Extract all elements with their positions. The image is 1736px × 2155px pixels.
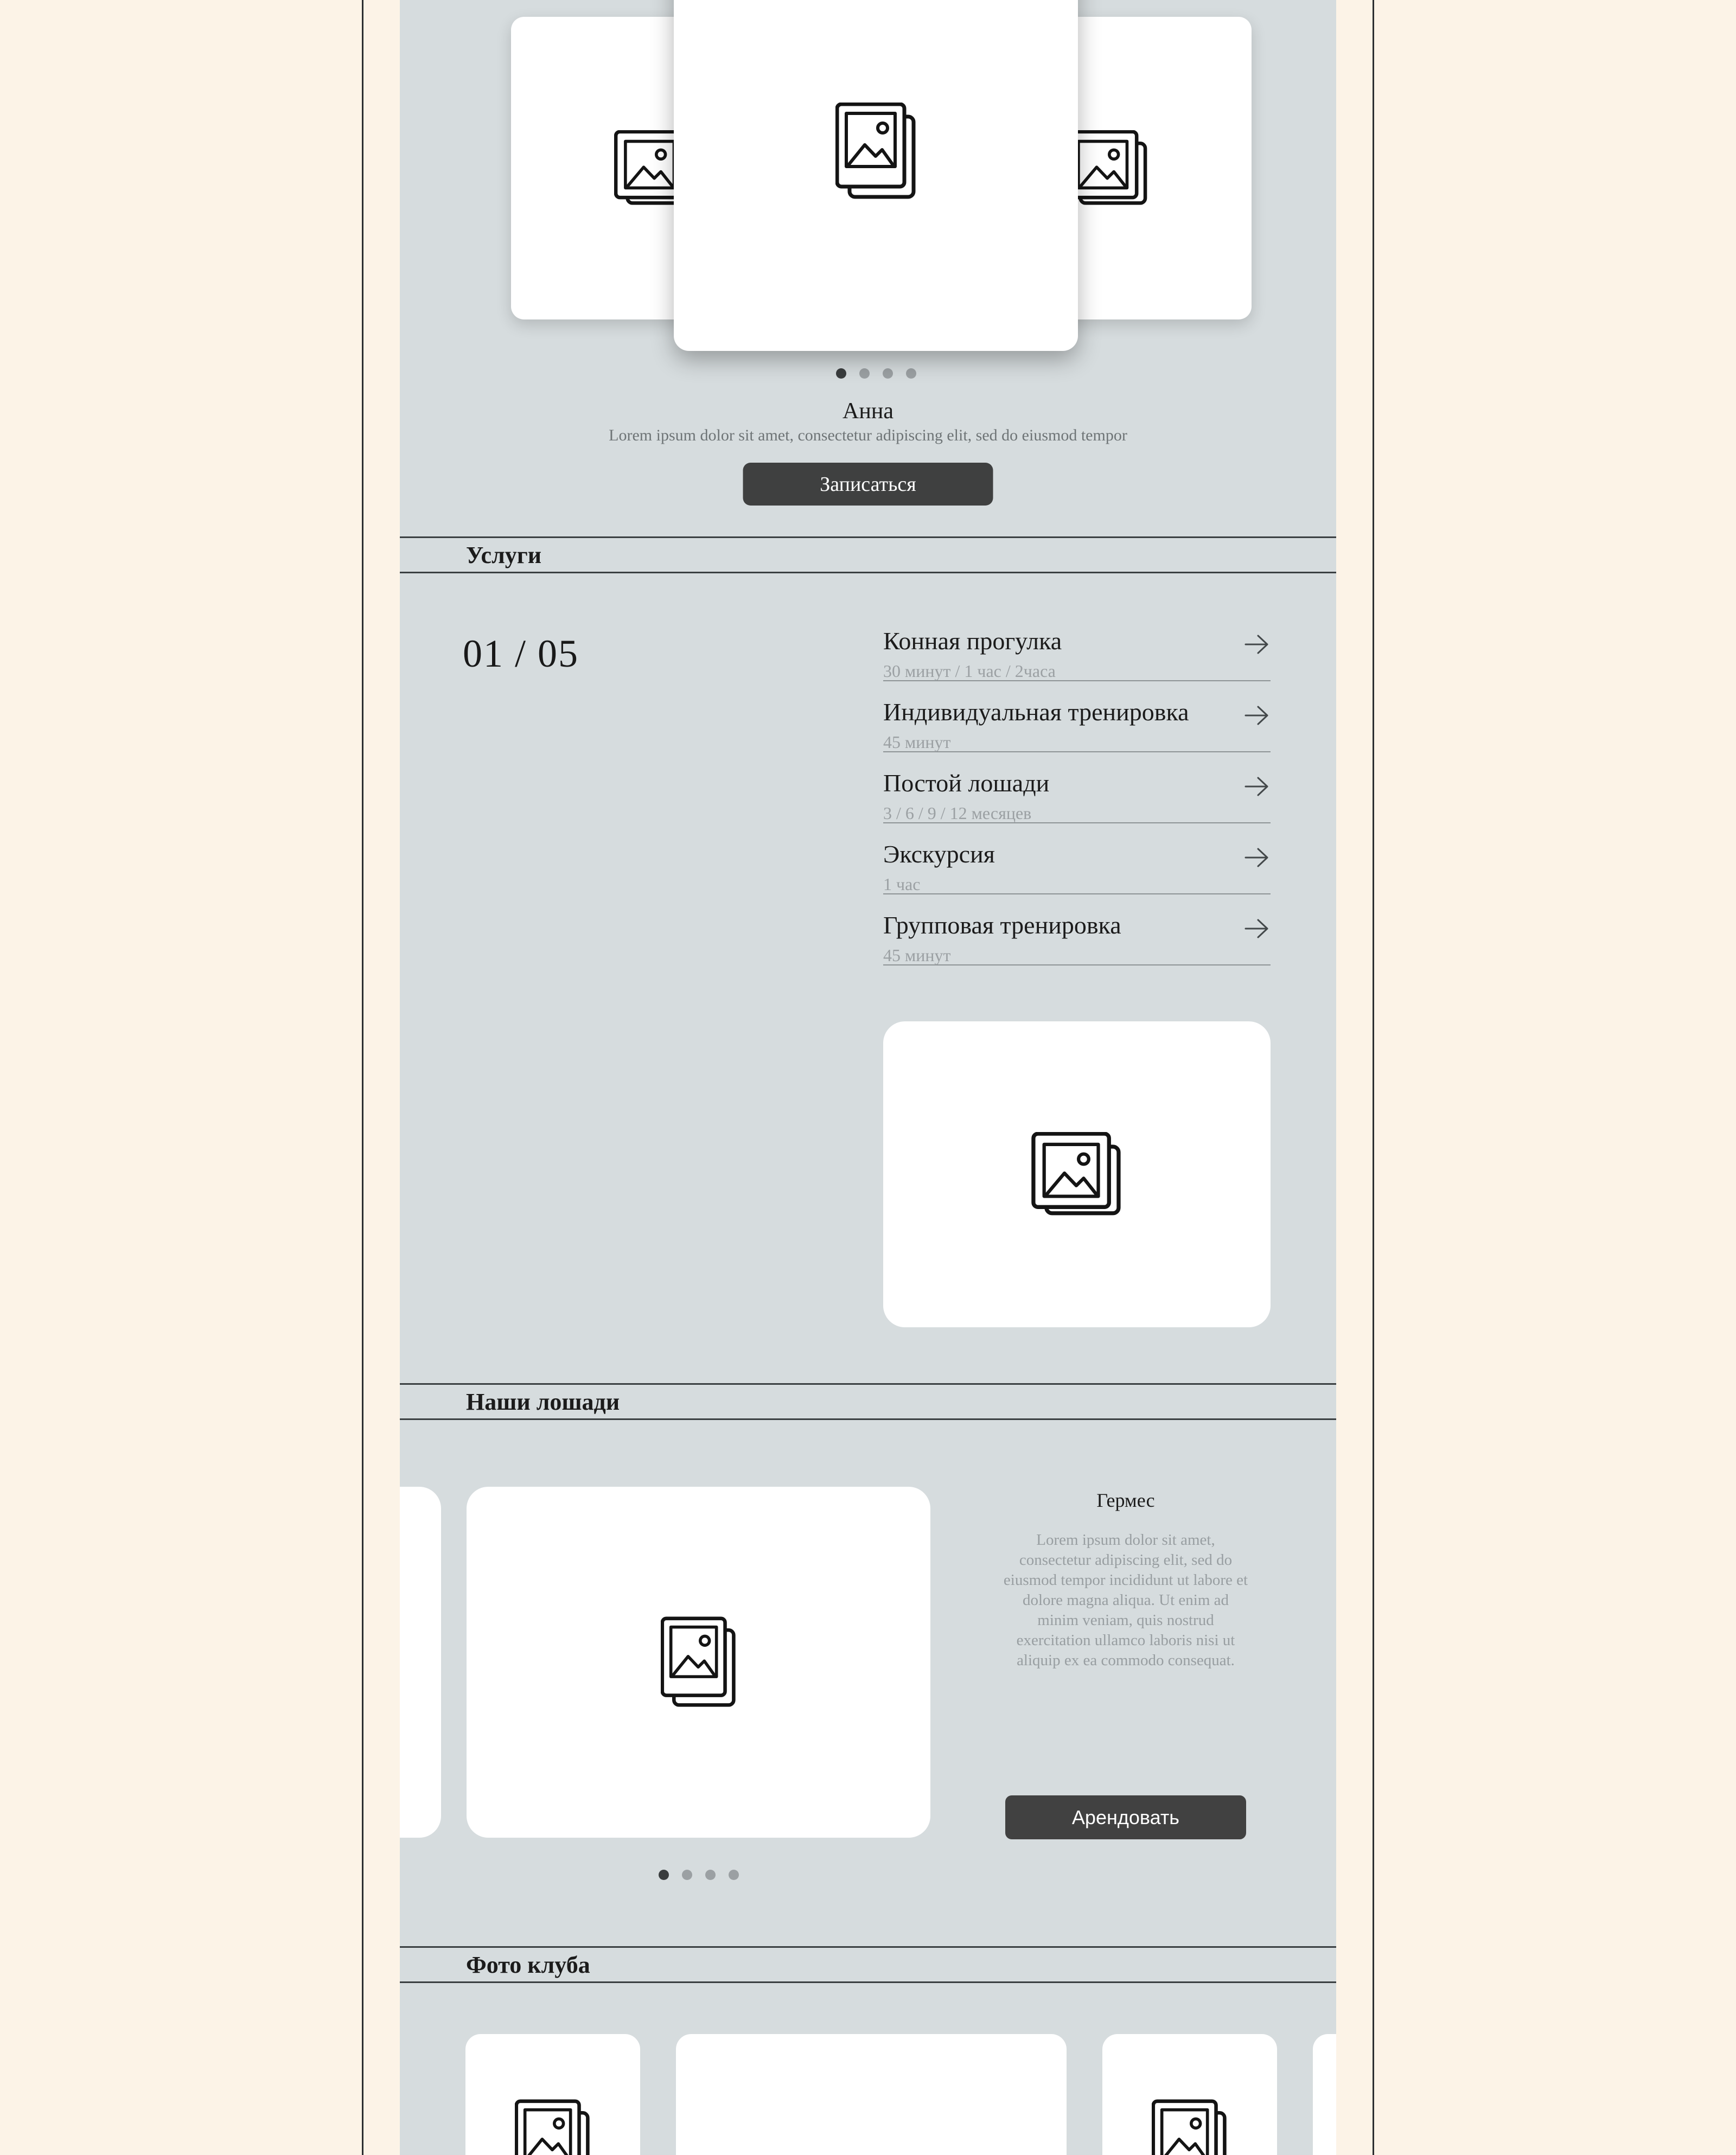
service-title: Групповая тренировка: [883, 911, 1121, 939]
horse-info-column: [1001, 1489, 1250, 1671]
services-list: [883, 610, 1271, 965]
service-duration: 1 час: [883, 874, 921, 894]
image-placeholder-icon: [1152, 2099, 1228, 2155]
carousel-dot[interactable]: [836, 368, 846, 379]
carousel-dot[interactable]: [682, 1870, 692, 1880]
service-title: Конная прогулка: [883, 627, 1062, 655]
image-placeholder-icon: [1067, 130, 1148, 206]
arrow-right-icon[interactable]: [1244, 846, 1269, 869]
left-vertical-rule: [362, 0, 363, 2155]
services-image-card: [883, 1021, 1271, 1327]
trainer-description: Lorem ipsum dolor sit amet, consectetur adipiscing elit, sed do eiusmod tempor: [609, 426, 1127, 444]
service-item[interactable]: [883, 823, 1271, 894]
gallery-photo-card[interactable]: [465, 2034, 640, 2155]
service-item[interactable]: [883, 894, 1271, 965]
service-title: Индивидуальная тренировка: [883, 698, 1189, 726]
arrow-right-icon[interactable]: [1244, 775, 1269, 798]
service-item[interactable]: [883, 752, 1271, 823]
horse-description: Lorem ipsum dolor sit amet, consectetur adipiscing elit, sed do eiusmod tempor incididunt ut labore et dolore magna aliqua. Ut enim ad minim veniam, quis nostrud exercitation ullamco laboris nisi ut aliquip ex ea commodo consequat.: [1003, 1531, 1248, 1669]
arrow-right-icon[interactable]: [1244, 704, 1269, 727]
service-duration: 3 / 6 / 9 / 12 месяцев: [883, 803, 1032, 823]
service-duration: 30 минут / 1 час / 2часа: [883, 661, 1056, 681]
section-title: Наши лошади: [466, 1388, 620, 1415]
carousel-dot[interactable]: [859, 368, 870, 379]
rent-button[interactable]: Арендовать: [1005, 1795, 1246, 1839]
horse-carousel-pagination: [467, 1870, 930, 1880]
services-counter: 01 / 05: [463, 632, 579, 675]
trainer-carousel-pagination: [674, 368, 1078, 379]
horse-card-active[interactable]: [467, 1487, 930, 1838]
service-item[interactable]: [883, 610, 1271, 681]
arrow-right-icon[interactable]: [1244, 917, 1269, 940]
carousel-dot[interactable]: [729, 1870, 739, 1880]
gallery-photo-card[interactable]: [1102, 2034, 1277, 2155]
right-vertical-rule: [1373, 0, 1374, 2155]
image-placeholder-icon: [661, 1616, 737, 1709]
horse-name: Гермес: [1096, 1489, 1155, 1511]
carousel-dot[interactable]: [659, 1870, 669, 1880]
horse-card-previous[interactable]: [400, 1487, 441, 1838]
service-duration: 45 минут: [883, 945, 951, 965]
arrow-right-icon[interactable]: [1244, 633, 1269, 656]
trainer-name: Анна: [843, 399, 893, 424]
carousel-dot[interactable]: [883, 368, 893, 379]
carousel-dot[interactable]: [906, 368, 916, 379]
image-placeholder-icon: [1031, 1132, 1123, 1217]
service-title: Экскурсия: [883, 840, 995, 868]
signup-button[interactable]: Записаться: [743, 463, 993, 506]
service-item[interactable]: [883, 681, 1271, 752]
carousel-dot[interactable]: [705, 1870, 716, 1880]
section-title: Услуги: [466, 541, 542, 568]
gallery-photo-card[interactable]: [676, 2034, 1067, 2155]
section-title: Фото клуба: [466, 1951, 590, 1978]
gallery-photo-card[interactable]: [1313, 2034, 1336, 2155]
service-title: Постой лошади: [883, 769, 1050, 797]
section-header-gallery: [400, 1946, 1336, 1983]
service-duration: 45 минут: [883, 732, 951, 752]
main-content-panel: [400, 0, 1336, 2155]
section-header-services: [400, 536, 1336, 573]
section-header-horses: [400, 1383, 1336, 1420]
trainer-card-active[interactable]: [674, 0, 1078, 351]
image-placeholder-icon: [835, 103, 917, 200]
image-placeholder-icon: [515, 2099, 591, 2155]
